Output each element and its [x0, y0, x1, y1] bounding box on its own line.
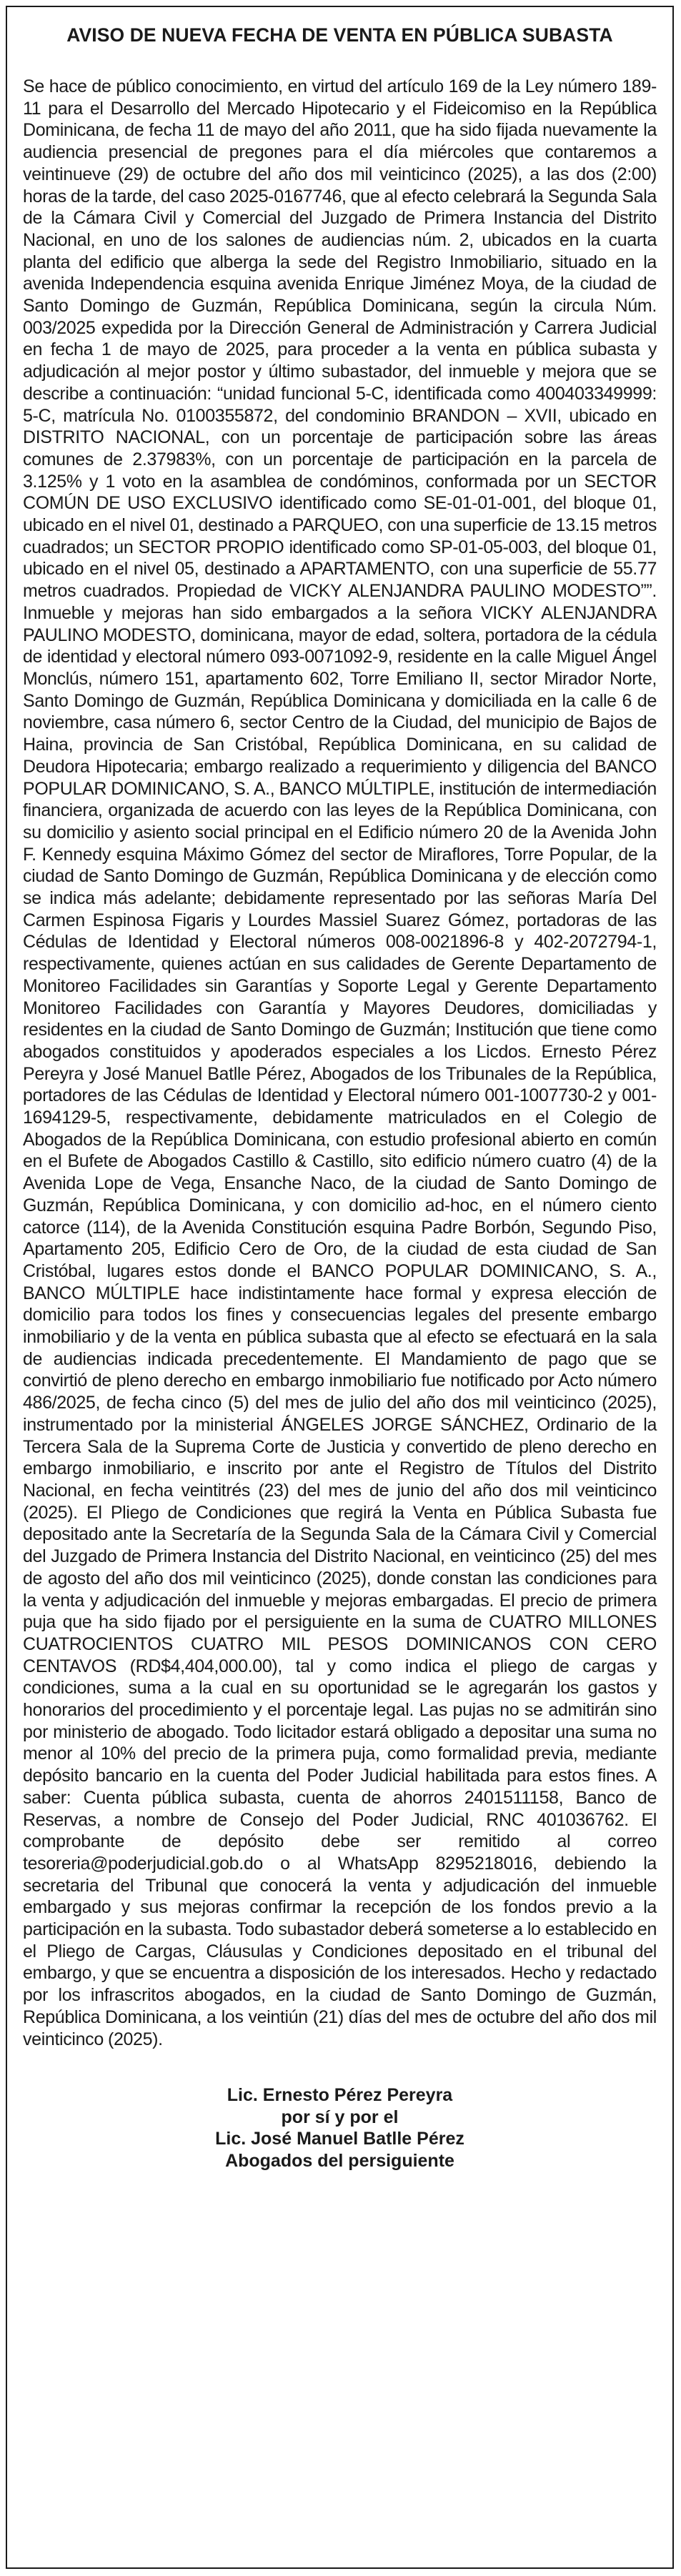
- signature-name-2: Lic. José Manuel Batlle Pérez: [215, 2129, 464, 2149]
- legal-notice: [6, 6, 674, 2569]
- signature-connector: por sí y por el: [281, 2107, 399, 2127]
- notice-body: Se hace de público conocimiento, en virtud del artículo 169 de la Ley número 189-11 para el Desarrollo del Mercado Hipotecario y el Fideicomiso en la República Dominicana, de fecha 11 de mayo del año 2011, que ha sido fijada nuevamente la audiencia presencial de pregones para el día miércoles que contaremos a veintinueve (29) de octubre del año dos mil veinticinco (2025), a las dos (2:00) horas de la tarde, del caso 2025-0167746, que al efecto celebrará la Segunda Sala de la Cámara Civil y Comercial del Juzgado de Primera Instancia del Distrito Nacional, en uno de los salones de audiencias núm. 2, ubicados en la cuarta planta del edificio que alberga la sede del Registro Inmobiliario, situado en la avenida Independencia esquina avenida Enrique Jiménez Moya, de la ciudad de Santo Domingo de Guzmán, República Dominicana, según la circula Núm. 003/2025 expedida por la Dirección General de Administración y Carrera Judicial en fecha 1 de mayo de 2025, para proceder a la venta en pública subasta y adjudicación al mejor postor y último subastador, del inmueble y mejora que se describe a continuación: “unidad funcional 5-C, identificada como 400403349999: 5-C, matrícula No. 0100355872, del condominio BRANDON – XVII, ubicado en DISTRITO NACIONAL, con un porcentaje de participación sobre las áreas comunes de 2.37983%, con un porcentaje de participación en la parcela de 3.125% y 1 voto en la asamblea de condóminos, conformada por un SECTOR COMÚN DE USO EXCLUSIVO identificado como SE-01-01-001, del bloque 01, ubicado en el nivel 01, destinado a PARQUEO, con una superficie de 13.15 metros cuadrados; un SECTOR PROPIO identificado como SP-01-05-003, del bloque 01, ubicado en el nivel 05, destinado a APARTAMENTO, con una superficie de 55.77 metros cuadrados. Propiedad de VICKY ALENJANDRA PAULINO MODESTO””. Inmueble y mejoras han sido embargados a la señora VICKY ALENJANDRA PAULINO MODESTO, dominicana, mayor de edad, soltera, portadora de la cédula de identidad y electoral número 093-0071092-9, residente en la calle Miguel Ángel Monclús, número 151, apartamento 602, Torre Emiliano II, sector Mirador Norte, Santo Domingo de Guzmán, República Dominicana y domiciliada en la calle 6 de noviembre, casa número 6, sector Centro de la Ciudad, del municipio de Bajos de Haina, provincia de San Cristóbal, República Dominicana, en su calidad de Deudora Hipotecaria; embargo realizado a requerimiento y diligencia del BANCO POPULAR DOMINICANO, S. A., BANCO MÚLTIPLE, institución de intermediación financiera, organizada de acuerdo con las leyes de la República Dominicana, con su domicilio y asiento social principal en el Edificio número 20 de la Avenida John F. Kennedy esquina Máximo Gómez del sector de Miraflores, Torre Popular, de la ciudad de Santo Domingo de Guzmán, República Dominicana y de elección como se indica más adelante; debidamente representado por las señoras María Del Carmen Espinosa Figaris y Lourdes Massiel Suarez Gómez, portadoras de las Cédulas de Identidad y Electoral números 008-0021896-8 y 402-2072794-1, respectivamente, quienes actúan en sus calidades de Gerente Departamento de Monitoreo Facilidades sin Garantías y Soporte Legal y Gerente Departamento Monitoreo Facilidades con Garantía y Mayores Deudores, domiciliadas y residentes en la ciudad de Santo Domingo de Guzmán; Institución que tiene como abogados constituidos y apoderados especiales a los Licdos. Ernesto Pérez Pereyra y José Manuel Batlle Pérez, Abogados de los Tribunales de la República, portadores de las Cédulas de Identidad y Electoral número 001-1007730-2 y 001-1694129-5, respectivamente, debidamente matriculados en el Colegio de Abogados de la República Dominicana, con estudio profesional abierto en común en el Bufete de Abogados Castillo & Castillo, sito edificio número cuatro (4) de la Avenida Lope de Vega, Ensanche Naco, de la ciudad de Santo Domingo de Guzmán, República Dominicana, y con domicilio ad-hoc, en el número ciento catorce (114), de la Avenida Constitución esquina Padre Borbón, Segundo Piso, Apartamento 205, Edificio Cero de Oro, de la ciudad de esta ciudad de San Cristóbal, lugares estos donde el BANCO POPULAR DOMINICANO, S. A., BANCO MÚLTIPLE hace indistintamente hace formal y expresa elección de domicilio para todos los fines y consecuencias legales del presente embargo inmobiliario y de la venta en pública subasta que al efecto se efectuará en la sala de audiencias indicada precedentemente. El Mandamiento de pago que se convirtió de pleno derecho en embargo inmobiliario fue notificado por Acto número 486/2025, de fecha cinco (5) del mes de julio del año dos mil veinticinco (2025), instrumentado por la ministerial ÁNGELES JORGE SÁNCHEZ, Ordinario de la Tercera Sala de la Suprema Corte de Justicia y convertido de pleno derecho en embargo inmobiliario, e inscrito por ante el Registro de Títulos del Distrito Nacional, en fecha veintitrés (23) del mes de junio del año dos mil veinticinco (2025). El Pliego de Condiciones que regirá la Venta en Pública Subasta fue depositado ante la Secretaría de la Segunda Sala de la Cámara Civil y Comercial del Juzgado de Primera Instancia del Distrito Nacional, en veinticinco (25) del mes de agosto del año dos mil veinticinco (2025), donde constan las condiciones para la venta y adjudicación del inmueble y mejoras embargadas. El precio de primera puja que ha sido fijado por el persiguiente en la suma de CUATRO MILLONES CUATROCIENTOS CUATRO MIL PESOS DOMINICANOS CON CERO CENTAVOS (RD$4,404,000.00), tal y como indica el pliego de cargas y condiciones, suma a la cual en su oportunidad se le agregarán los gastos y honorarios del procedimiento y el porcentaje legal. Las pujas no se admitirán sino por ministerio de abogado. Todo licitador estará obligado a depositar una suma no menor al 10% del precio de la primera puja, como formalidad previa, mediante depósito bancario en la cuenta del Poder Judicial habilitada para estos fines. A saber: Cuenta pública subasta, cuenta de ahorros 2401511158, Banco de Reservas, a nombre de Consejo del Poder Judicial, RNC 401036762. El comprobante de depósito debe ser remitido al correo tesoreria@poderjudicial.gob.do o al WhatsApp 8295218016, debiendo la secretaria del Tribunal que conocerá la venta y adjudicación del inmueble embargado y sus mejoras confirmar la recepción de los fondos previo a la participación en la subasta. Todo subastador deberá someterse a lo establecido en el Pliego de Cargas, Cláusulas y Condiciones depositado en el tribunal del embargo, y que se encuentra a disposición de los interesados. Hecho y redactado por los infrascritos abogados, en la ciudad de Santo Domingo de Guzmán, República Dominicana, a los veintiún (21) días del mes de octubre del año dos mil veinticinco (2025).: [23, 76, 657, 2049]
- signature-name-1: Lic. Ernesto Pérez Pereyra: [227, 2085, 453, 2106]
- signature-block: [23, 2084, 657, 2172]
- notice-title: AVISO DE NUEVA FECHA DE VENTA EN PÚBLICA SUBASTA: [66, 24, 613, 46]
- signature-role: Abogados del persiguiente: [225, 2151, 454, 2172]
